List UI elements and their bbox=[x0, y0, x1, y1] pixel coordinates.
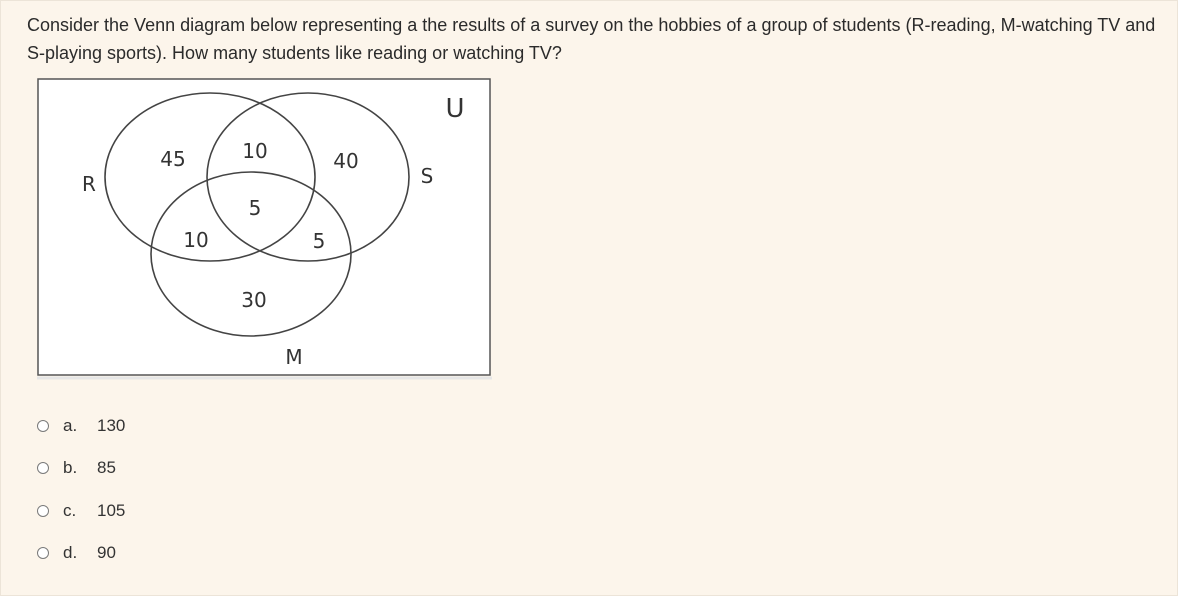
set-label-m: M bbox=[285, 345, 303, 369]
option-c[interactable] bbox=[37, 500, 237, 522]
question-text: Consider the Venn diagram below representing a the results of a survey on the hobbies of a group of students (R-reading, M-watching TV and S-playing sports). How many students like reading or watching TV? bbox=[27, 15, 1156, 63]
region-m-only: 30 bbox=[241, 288, 267, 312]
region-s-and-m-only: 5 bbox=[312, 229, 326, 253]
option-letter: d. bbox=[63, 543, 78, 562]
option-value: 105 bbox=[97, 501, 126, 520]
region-r-only: 45 bbox=[160, 147, 186, 171]
radio-icon[interactable] bbox=[37, 420, 49, 432]
option-b[interactable] bbox=[37, 457, 237, 479]
option-value: 130 bbox=[97, 416, 126, 435]
set-label-r: R bbox=[82, 172, 96, 196]
universe-rectangle bbox=[38, 79, 490, 375]
option-value: 85 bbox=[97, 458, 116, 477]
option-letter: b. bbox=[63, 458, 78, 477]
radio-icon[interactable] bbox=[37, 462, 49, 474]
option-d[interactable] bbox=[37, 542, 237, 564]
universe-label: U bbox=[445, 94, 465, 124]
region-s-only: 40 bbox=[333, 149, 359, 173]
venn-diagram bbox=[37, 78, 492, 381]
set-label-s: S bbox=[420, 164, 434, 188]
option-a[interactable] bbox=[37, 415, 237, 437]
region-r-and-s-only: 10 bbox=[242, 139, 268, 163]
option-letter: a. bbox=[63, 416, 78, 435]
region-r-and-m-only: 10 bbox=[183, 228, 209, 252]
radio-icon[interactable] bbox=[37, 547, 49, 559]
radio-icon[interactable] bbox=[37, 505, 49, 517]
region-r-s-m: 5 bbox=[248, 196, 262, 220]
option-letter: c. bbox=[63, 501, 77, 520]
option-value: 90 bbox=[97, 543, 116, 562]
